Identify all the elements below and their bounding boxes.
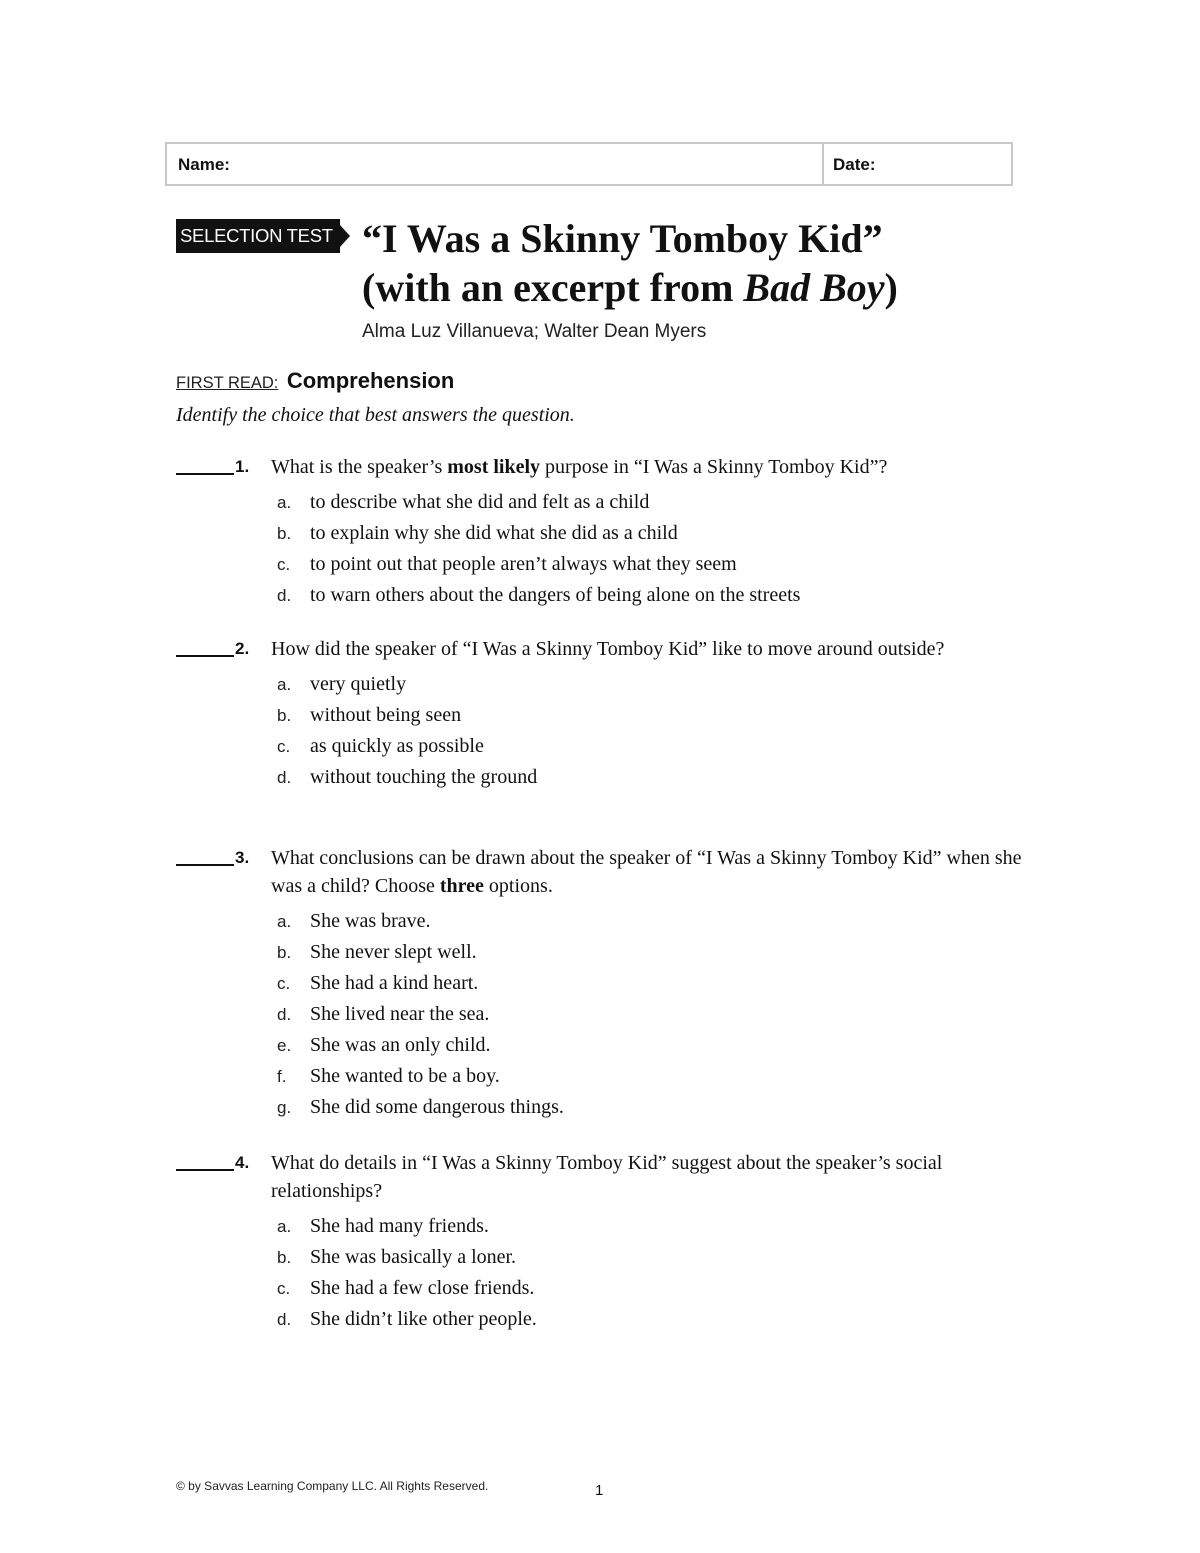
choice-text: She was brave. <box>310 910 431 932</box>
choice-item[interactable] <box>176 580 1026 611</box>
question-1 <box>176 453 1026 611</box>
choice-item[interactable] <box>176 1273 1026 1304</box>
choice-letter: b. <box>277 706 292 725</box>
choice-text: She did some dangerous things. <box>310 1096 564 1118</box>
choice-letter: a. <box>277 1217 292 1236</box>
copyright-footer: © by Savvas Learning Company LLC. All Rights Reserved. <box>176 1479 489 1493</box>
badge-label: SELECTION TEST <box>180 225 333 246</box>
question-4 <box>176 1149 1026 1335</box>
choice-item[interactable] <box>176 700 1026 731</box>
choice-text: to describe what she did and felt as a child <box>310 491 650 513</box>
choice-item[interactable] <box>176 731 1026 762</box>
choice-letter: g. <box>277 1098 292 1117</box>
choice-letter: a. <box>277 912 292 931</box>
choice-letter: d. <box>277 1310 292 1329</box>
choice-text: She had many friends. <box>310 1215 489 1237</box>
question-text-part: What is the speaker’s <box>271 456 448 478</box>
choice-letter: a. <box>277 493 292 512</box>
choice-list <box>176 1211 1026 1335</box>
choice-text: She never slept well. <box>310 941 477 963</box>
choice-text: She was basically a loner. <box>310 1246 517 1268</box>
selection-test-badge <box>176 219 352 253</box>
choice-letter: a. <box>277 675 292 694</box>
choice-item[interactable] <box>176 487 1026 518</box>
question-text <box>271 844 1026 900</box>
choice-text: as quickly as possible <box>310 735 484 757</box>
question-number: 2. <box>235 639 250 658</box>
choice-text: She lived near the sea. <box>310 1003 490 1025</box>
choice-item[interactable] <box>176 1061 1026 1092</box>
choice-letter: c. <box>277 974 291 993</box>
choice-letter: c. <box>277 737 291 756</box>
question-3 <box>176 844 1026 1123</box>
title-line-2-italic: Bad Boy <box>743 265 885 310</box>
name-field[interactable] <box>167 144 824 184</box>
choice-letter: b. <box>277 943 292 962</box>
authors: Alma Luz Villanueva; Walter Dean Myers <box>362 321 707 342</box>
choice-letter: b. <box>277 1248 292 1267</box>
choice-item[interactable] <box>176 937 1026 968</box>
page-number: 1 <box>595 1482 604 1499</box>
choice-text: She had a few close friends. <box>310 1277 535 1299</box>
question-text-part: What conclusions can be drawn about the speaker of “I Was a Skinny Tomboy Kid” when she was a child? Choose <box>271 847 1022 897</box>
choice-item[interactable] <box>176 1211 1026 1242</box>
answer-blank[interactable] <box>176 1149 234 1171</box>
choice-item[interactable] <box>176 999 1026 1030</box>
question-text: What do details in “I Was a Skinny Tomboy Kid” suggest about the speaker’s social relationships? <box>271 1152 943 1202</box>
choice-letter: d. <box>277 586 292 605</box>
question-number: 4. <box>235 1153 250 1172</box>
choice-item[interactable] <box>176 669 1026 700</box>
choice-letter: d. <box>277 768 292 787</box>
choice-list <box>176 487 1026 611</box>
choice-text: She didn’t like other people. <box>310 1308 537 1330</box>
choice-text: without touching the ground <box>310 766 538 788</box>
question-text: How did the speaker of “I Was a Skinny Tomboy Kid” like to move around outside? <box>271 638 945 660</box>
question-2 <box>176 635 1026 793</box>
instructions: Identify the choice that best answers the question. <box>176 404 575 426</box>
choice-item[interactable] <box>176 906 1026 937</box>
title-line-2-prefix: (with an excerpt from <box>362 265 744 310</box>
question-text-part: purpose in “I Was a Skinny Tomboy Kid”? <box>540 456 888 478</box>
choice-item[interactable] <box>176 1242 1026 1273</box>
choice-letter: f. <box>277 1067 287 1086</box>
choice-text: She was an only child. <box>310 1034 491 1056</box>
choice-text: to explain why she did what she did as a child <box>310 522 678 544</box>
choice-list <box>176 906 1026 1123</box>
question-number: 3. <box>235 848 250 867</box>
answer-blank[interactable] <box>176 453 234 475</box>
page-title <box>362 214 1122 312</box>
choice-list <box>176 669 1026 793</box>
choice-letter: e. <box>277 1036 292 1055</box>
choice-item[interactable] <box>176 762 1026 793</box>
answer-blank[interactable] <box>176 635 234 657</box>
title-line-2-suffix: ) <box>884 265 898 310</box>
comprehension-heading: Comprehension <box>286 368 455 393</box>
choice-text: to warn others about the dangers of being alone on the streets <box>310 584 801 606</box>
title-line-1: “I Was a Skinny Tomboy Kid” <box>362 216 883 261</box>
question-text-part: options. <box>483 875 553 897</box>
choice-item[interactable] <box>176 1092 1026 1123</box>
choice-letter: c. <box>277 555 291 574</box>
choice-text: without being seen <box>310 704 462 726</box>
choice-letter: c. <box>277 1279 291 1298</box>
choice-item[interactable] <box>176 518 1026 549</box>
question-text-bold: three <box>439 875 484 897</box>
question-text-bold: most likely <box>447 456 541 478</box>
choice-text: She had a kind heart. <box>310 972 479 994</box>
choice-text: to point out that people aren’t always what they seem <box>310 553 737 575</box>
choice-text: She wanted to be a boy. <box>310 1065 500 1087</box>
choice-item[interactable] <box>176 1304 1026 1335</box>
section-heading <box>176 368 454 394</box>
question-text <box>271 453 1026 481</box>
date-label: Date: <box>833 155 876 174</box>
choice-text: very quietly <box>310 673 407 695</box>
badge-arrow-icon <box>340 225 350 247</box>
answer-blank[interactable] <box>176 844 234 866</box>
choice-item[interactable] <box>176 1030 1026 1061</box>
choice-item[interactable] <box>176 968 1026 999</box>
question-number: 1. <box>235 457 250 476</box>
title-line-2 <box>362 263 1122 312</box>
date-field[interactable] <box>824 144 1011 184</box>
name-date-box <box>165 142 1013 186</box>
choice-letter: d. <box>277 1005 292 1024</box>
choice-item[interactable] <box>176 549 1026 580</box>
name-label: Name: <box>178 155 230 174</box>
choice-letter: b. <box>277 524 292 543</box>
first-read-label: FIRST READ: <box>176 374 279 392</box>
